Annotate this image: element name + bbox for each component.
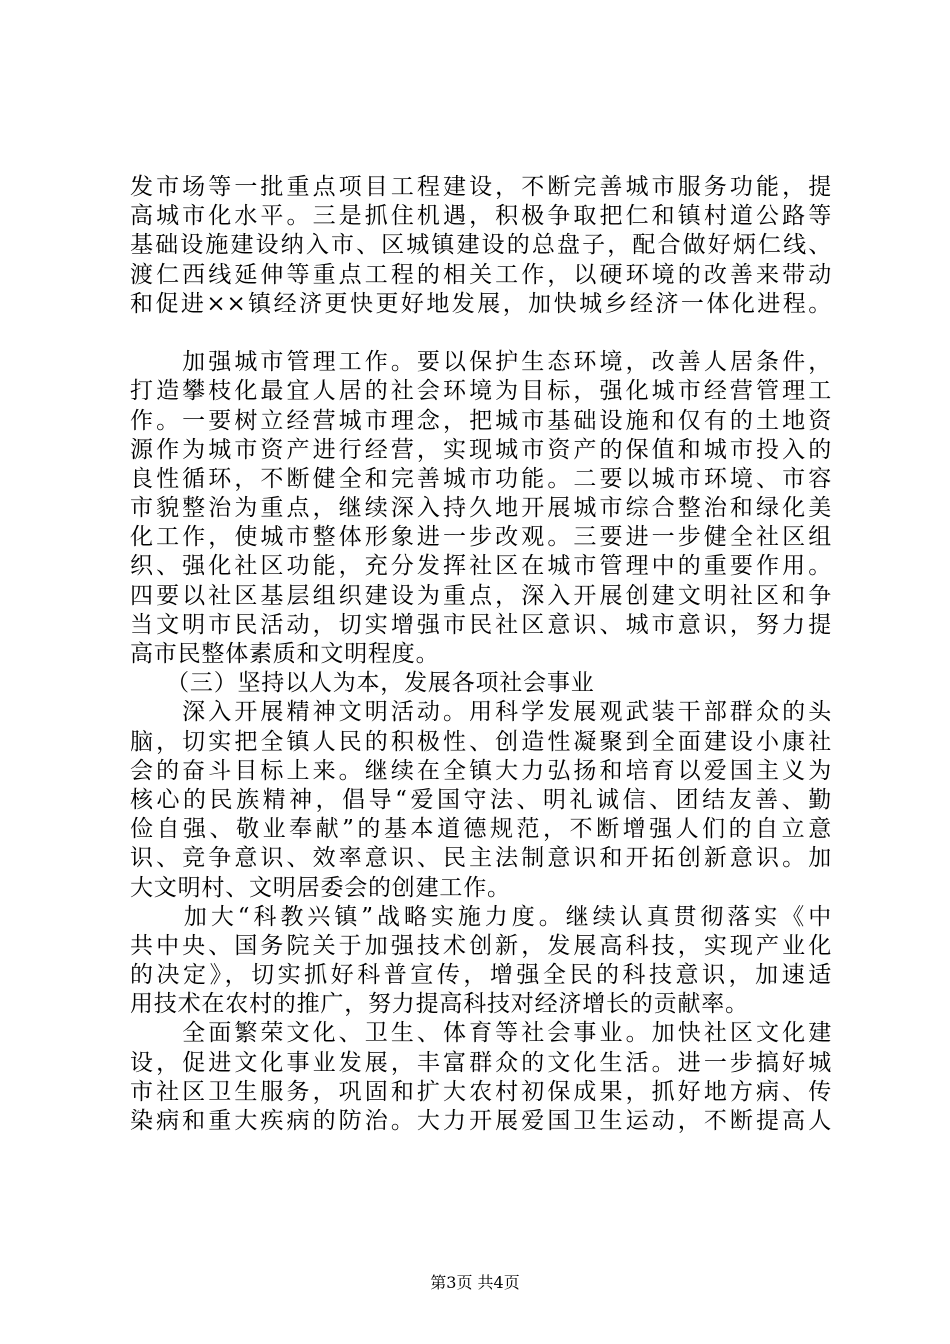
paragraph	[130, 903, 832, 1020]
text-line: 俭自强、敬业奉献”的基本道德规范，不断增强人们的自立意	[130, 816, 832, 843]
text-line: 和促进××镇经济更快更好地发展，加快城乡经济一体化进程。	[130, 290, 832, 317]
paragraph-gap	[130, 319, 832, 348]
text-line: 织、强化社区功能，充分发挥社区在城市管理中的重要作用。	[130, 553, 832, 580]
text-line: 会的奋斗目标上来。继续在全镇大力弘扬和培育以爱国主义为	[130, 757, 832, 784]
text-line: 共中央、国务院关于加强技术创新，发展高科技，实现产业化	[130, 932, 832, 959]
text-line: 良性循环，不断健全和完善城市功能。二要以城市环境、市容	[130, 465, 832, 492]
text-line: 市社区卫生服务，巩固和扩大农村初保成果，抓好地方病、传	[130, 1078, 832, 1105]
section-heading	[130, 669, 832, 698]
paragraph	[130, 698, 832, 902]
text-line: 脑，切实把全镇人民的积极性、创造性凝聚到全面建设小康社	[130, 728, 832, 755]
text-line: 染病和重大疾病的防治。大力开展爱国卫生运动，不断提高人	[130, 1108, 832, 1134]
text-line: 作。一要树立经营城市理念，把城市基础设施和仅有的土地资	[130, 407, 832, 434]
text-line: 加大“科教兴镇”战略实施力度。继续认真贯彻落实《中	[130, 903, 832, 930]
text-line: 加强城市管理工作。要以保护生态环境，改善人居条件，	[130, 349, 832, 376]
paragraph	[130, 348, 832, 669]
text-line: 设，促进文化事业发展，丰富群众的文化生活。进一步搞好城	[130, 1049, 832, 1076]
text-line: 四要以社区基层组织建设为重点，深入开展创建文明社区和争	[130, 582, 832, 609]
text-line: 市貌整治为重点，继续深入持久地开展城市综合整治和绿化美	[130, 495, 832, 522]
paragraph	[130, 1019, 832, 1136]
text-line: 发市场等一批重点项目工程建设，不断完善城市服务功能，提	[130, 174, 832, 200]
page-footer	[0, 1273, 950, 1293]
text-line: 高市民整体素质和文明程度。	[130, 641, 440, 667]
document-body	[130, 173, 832, 1136]
text-line: 基础设施建设纳入市、区城镇建设的总盘子，配合做好炳仁线、	[130, 232, 832, 259]
text-line: 渡仁西线延伸等重点工程的相关工作，以硬环境的改善来带动	[130, 261, 832, 288]
text-line: 高城市化水平。三是抓住机遇，积极争取把仁和镇村道公路等	[130, 203, 832, 230]
text-line: 当文明市民活动，切实增强市民社区意识、城市意识，努力提	[130, 611, 832, 638]
text-line: 识、竞争意识、效率意识、民主法制意识和开拓创新意识。加	[130, 845, 832, 872]
paragraph	[130, 173, 832, 319]
text-line: 大文明村、文明居委会的创建工作。	[130, 874, 511, 901]
text-line: （三）坚持以人为本，发展各项社会事业	[130, 670, 595, 697]
text-line: 深入开展精神文明活动。用科学发展观武装干部群众的头	[130, 699, 832, 726]
text-line: 化工作，使城市整体形象进一步改观。三要进一步健全社区组	[130, 524, 832, 551]
text-line: 的决定》，切实抓好科普宣传，增强全民的科技意识，加速适	[130, 962, 832, 989]
text-line: 全面繁荣文化、卫生、体育等社会事业。加快社区文化建	[130, 1020, 832, 1047]
page-number: 第3页 共4页	[430, 1273, 520, 1292]
text-line: 打造攀枝化最宜人居的社会环境为目标，强化城市经营管理工	[130, 378, 832, 405]
text-line: 用技术在农村的推广，努力提高科技对经济增长的贡献率。	[130, 991, 749, 1018]
text-line: 核心的民族精神，倡导“爱国守法、明礼诚信、团结友善、勤	[130, 786, 832, 813]
text-line: 源作为城市资产进行经营，实现城市资产的保值和城市投入的	[130, 436, 832, 463]
